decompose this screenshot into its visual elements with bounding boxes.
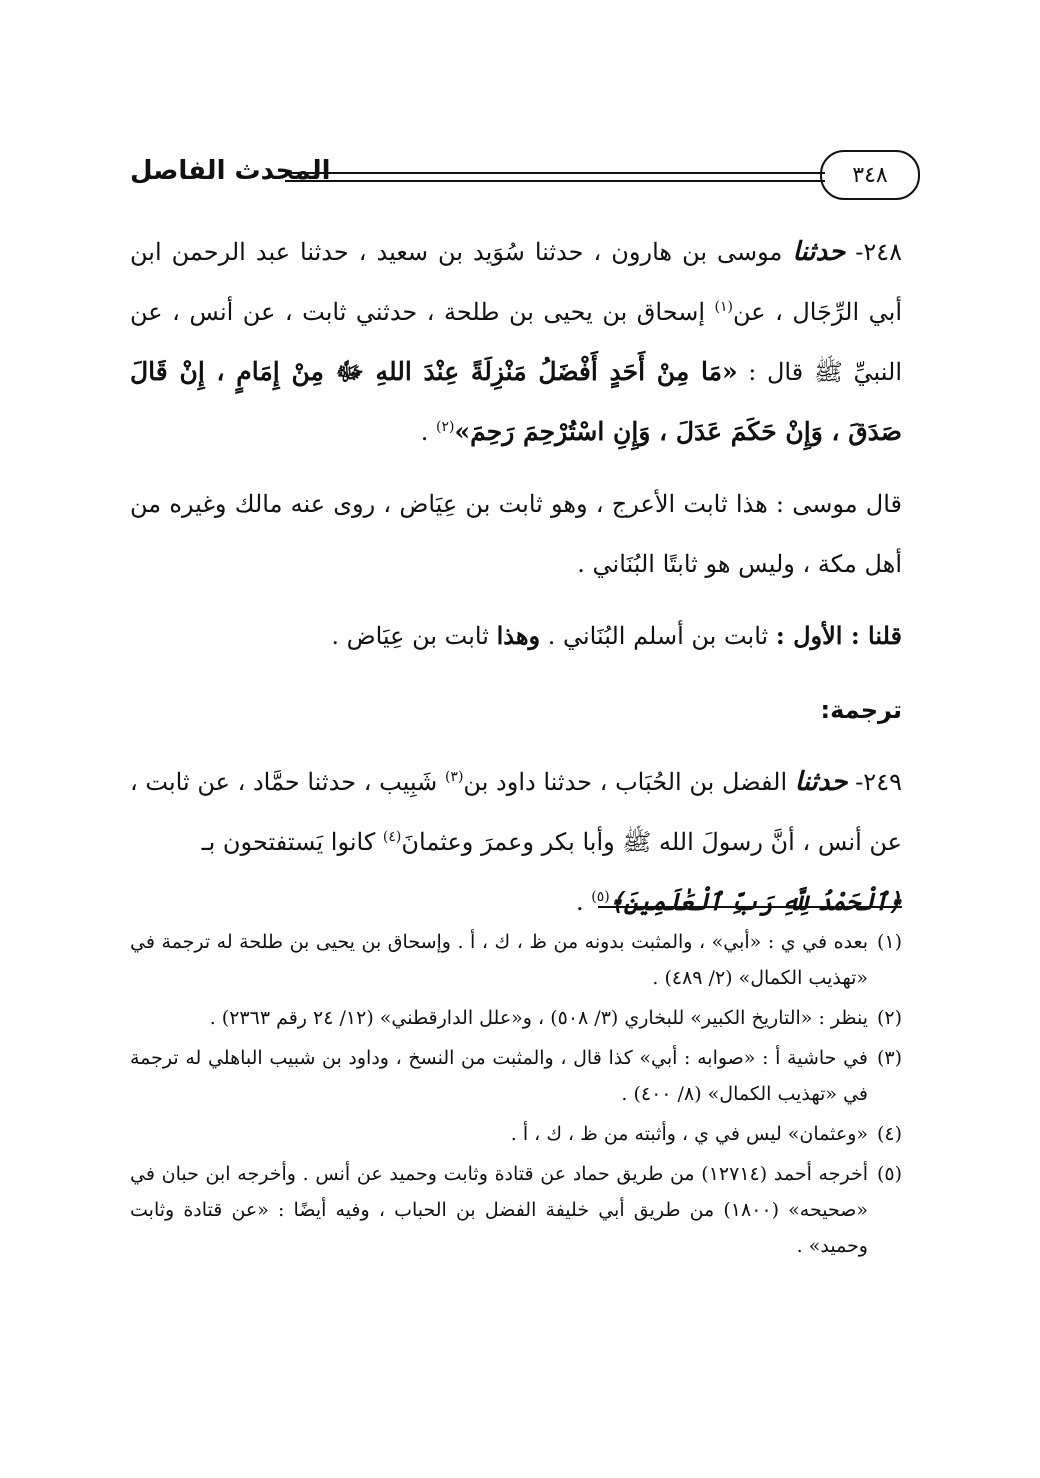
hadith-number: ٢٤٨- [855, 238, 902, 266]
footnote-ref[interactable]: (١) [714, 299, 733, 315]
footnote-1 [130, 924, 902, 996]
footnote-5 [130, 1156, 902, 1264]
footnote-ref[interactable]: (٥) [591, 889, 610, 905]
main-text [130, 222, 902, 932]
footnote-ref[interactable]: (٢) [436, 419, 455, 435]
clarification-text-a: ثابت بن أسلم البُنَاني . [547, 622, 769, 650]
matn-text: كانوا يَستفتحون بـ [201, 828, 376, 856]
hadith-paragraph-248 [130, 222, 902, 462]
footnote-number: (٢) [876, 1007, 902, 1029]
page-number: ٣٤٨ [820, 150, 920, 200]
clarification-bold-b: وهذا [496, 621, 541, 650]
paragraph-end: . [575, 888, 584, 916]
footnote-number: (١) [876, 931, 902, 953]
footnote-2 [130, 1000, 902, 1036]
footnote-number: (٤) [876, 1123, 902, 1145]
footnote-ref[interactable]: (٣) [444, 769, 464, 785]
quran-verse: ﴿ٱلْحَمْدُ لِلَّهِ رَبِّ ٱلْعَٰلَمِينَ﴾ [609, 888, 902, 916]
clarification-text-b: ثابت بن عِيَاض . [331, 622, 489, 650]
hadith-lead-word: حدثنا [792, 237, 846, 267]
footnote-text: أخرجه أحمد (١٢٧١٤) من طريق حماد عن قتادة وثابت وحميد عن أنس . وأخرجه ابن حبان في «صحيحه» (١٨٠٠) من طريق أبي خليفة الفضل بن الحباب ، وفيه أيضًا : «عن قتادة وثابت وحميد» . [130, 1163, 868, 1257]
footnote-text: «وعثمان» ليس في ي ، وأثبته من ظ ، ك ، أ . [510, 1123, 868, 1145]
isnad-text-b: شَبِيب ، حدثنا حمَّاد ، عن ثابت ، عن أنس ، أنَّ رسولَ الله ﷺ وأبا بكر وعمرَ وعثمانَ [130, 768, 902, 856]
footnote-text: بعده في ي : «أبي» ، والمثبت بدونه من ظ ، ك ، أ . وإسحاق بن يحيى بن طلحة له ترجمة في «تهذيب الكمال» (٢/ ٤٨٩) . [130, 931, 868, 989]
footnote-ref[interactable]: (٤) [382, 829, 402, 845]
isnad-text-a: الفضل بن الحُبَاب ، حدثنا داود بن [463, 768, 788, 796]
section-heading: ترجمة: [820, 696, 902, 724]
clarification-paragraph [130, 606, 902, 666]
footnote-separator [598, 906, 902, 908]
page-header [120, 150, 920, 206]
isnad-text-b: إسحاق بن يحيى بن طلحة ، حدثني ثابت ، عن أنس ، عن النبيِّ ﷺ قال : [130, 298, 902, 386]
book-title: المحدث الفاصل [130, 156, 331, 186]
header-double-rule [285, 172, 825, 182]
footnote-4 [130, 1116, 902, 1152]
isnad-text-a: موسى بن هارون ، حدثنا سُوَيد بن سعيد ، حدثنا عبد الرحمن ابن أبي الرِّجَال ، عن [130, 238, 902, 326]
footnotes [130, 924, 902, 1268]
footnote-number: (٣) [876, 1047, 902, 1069]
footnote-text: في حاشية أ : «صوابه : أبي» كذا قال ، والمثبت من النسخ ، وداود بن شبيب الباهلي له ترجمة في «تهذيب الكمال» (٨/ ٤٠٠) . [130, 1047, 868, 1105]
commentary-paragraph: قال موسى : هذا ثابت الأعرج ، وهو ثابت بن عِيَاض ، روى عنه مالك وغيره من أهل مكة ، وليس هو ثابتًا البُنَاني . [130, 490, 902, 578]
clarification-bold-a: قلنا : الأول : [775, 621, 902, 650]
hadith-number: ٢٤٩- [855, 768, 902, 796]
hadith-paragraph-249 [130, 752, 902, 932]
footnote-number: (٥) [876, 1163, 902, 1185]
footnote-text: ينظر : «التاريخ الكبير» للبخاري (٣/ ٥٠٨) ، و«علل الدارقطني» (١٢/ ٢٤ رقم ٢٣٦٣) . [209, 1007, 868, 1029]
hadith-lead-word: حدثنا [794, 767, 848, 797]
paragraph-end: . [420, 418, 429, 446]
footnote-3 [130, 1040, 902, 1112]
hadith-matn: «مَا مِنْ أَحَدٍ أَفْضَلُ مَنْزِلَةً عِنْدَ اللهِ ﷻ مِنْ إِمَامٍ ، إِنْ قَالَ صَدَقَ ، وَإِنْ حَكَمَ عَدَلَ ، وَإِنِ اسْتُرْحِمَ رَحِمَ» [130, 357, 902, 446]
